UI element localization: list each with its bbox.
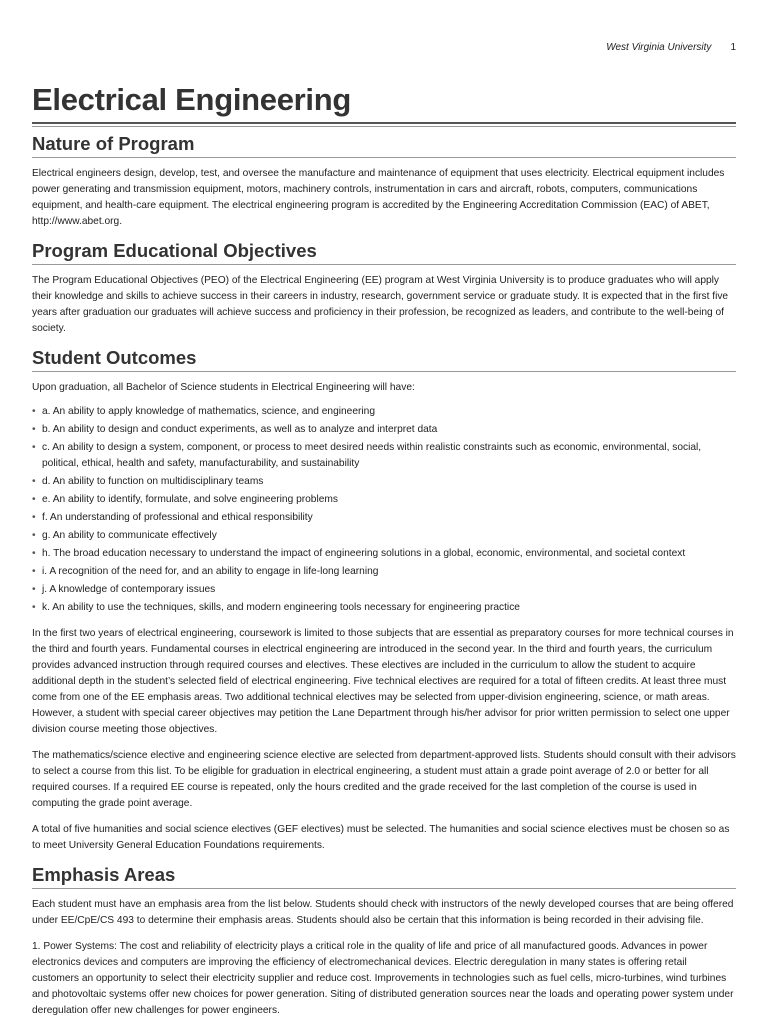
page-header [606,42,736,53]
outcomes-intro: Upon graduation, all Bachelor of Science students in Electrical Engineering will have: [32,382,415,393]
list-item: • f. An understanding of professional and ethical responsibility [32,510,736,526]
nature-heading: Nature of Program [32,133,736,158]
page-number: 1 [730,42,736,53]
list-item: • a. An ability to apply knowledge of mathematics, science, and engineering [32,404,736,420]
list-item: • c. An ability to design a system, component, or process to meet desired needs within realistic constraints such as economic, environmental, social, political, ethical, health and safety, manufacturability, and sustainability [32,440,736,472]
list-item: • k. An ability to use the techniques, skills, and modern engineering tools necessary for engineering practice [32,600,736,616]
emphasis-heading: Emphasis Areas [32,864,736,889]
humanities-paragraph: A total of five humanities and social science electives (GEF electives) must be selected. The humanities and social science electives must be chosen so as to meet University General Education Foundations requirements. [32,824,730,851]
peo-text: The Program Educational Objectives (PEO) of the Electrical Engineering (EE) program at West Virginia University is to produce graduates who will apply their knowledge and skills to achieve success in their careers in industry, research, government service or graduate study. It is expected that in the first five years after graduation our graduates will achieve success and proficiency in their profession, be recognized as leaders, and contribute to the well-being of society. [32,275,729,334]
header-university: West Virginia University [606,42,712,53]
list-item: • i. A recognition of the need for, and an ability to engage in life-long learning [32,564,736,580]
emphasis-intro: Each student must have an emphasis area from the list below. Students should check with instructors of the newly developed courses that are being offered under EE/CpE/CS 493 to determine their emphasis areas. Students should also be certain that this information is being recorded in their advising file. [32,899,734,926]
outcomes-list [32,404,736,616]
list-item: • j. A knowledge of contemporary issues [32,582,736,598]
outcomes-heading: Student Outcomes [32,347,736,372]
list-item: • b. An ability to design and conduct experiments, as well as to analyze and interpret data [32,422,736,438]
nature-text: Electrical engineers design, develop, test, and oversee the manufacture and maintenance of equipment that uses electricity. Electrical equipment includes power generating and transmission equipment, motors, machinery controls, instrumentation in cars and aircraft, robots, computers, communications equipment, and health-care equipment. The electrical engineering program is accredited by the Engineering Accreditation Commission (EAC) of ABET, http://www.abet.org. [32,168,725,227]
list-item: • h. The broad education necessary to understand the impact of engineering solutions in a global, economic, environmental, and societal context [32,546,736,562]
list-item: • d. An ability to function on multidisciplinary teams [32,474,736,490]
power-systems-paragraph: 1. Power Systems: The cost and reliability of electricity plays a critical role in the quality of life and price of all manufactured goods. Advances in power electronics devices and computers are improving the efficiency of electromechanical devices. Electric deregulation in many states is offering retail customers an opportunity to select their electricity supplier and reduce cost. Improvements in technologies such as fuel cells, micro-turbines, wind turbines and photovoltaic systems offer new choices for power generation. Siting of distributed generation sources near the loads and operating power system under deregulation offer new challenges for power engineers. [32,941,734,1016]
title-rule [32,122,736,127]
page-title: Electrical Engineering [32,82,352,117]
list-item: • g. An ability to communicate effectively [32,528,736,544]
document-content [32,82,736,1019]
list-item: • e. An ability to identify, formulate, and solve engineering problems [32,492,736,508]
peo-heading: Program Educational Objectives [32,240,736,265]
electives-paragraph: The mathematics/science elective and engineering science elective are selected from department-approved lists. Students should consult with their advisors to select a course from this list. To be eligible for graduation in electrical engineering, a student must attain a grade point average of 2.0 or better for all required courses. If a required EE course is repeated, only the hours credited and the grade received for the last completion of the course is used in computing the grade point average. [32,750,736,809]
curriculum-paragraph: In the first two years of electrical engineering, coursework is limited to those subjects that are essential as preparatory courses for more technical courses in the third and fourth years. Fundamental courses in electrical engineering are introduced in the second year. In the third and fourth years, the curriculum provides advanced instruction through required courses and electives. These electives are included in the curriculum to allow the student to acquire additional depth in the student’s selected field of electrical engineering. Five technical electives are required for a total of fifteen credits. At least three must come from one of the EE emphasis areas. Two additional technical electives may be selected from upper-division engineering, science, or math areas. However, a student with special career objectives may petition the Lane Department through his/her advisor for prior written permission to select one upper division course meeting those objectives. [32,628,734,735]
